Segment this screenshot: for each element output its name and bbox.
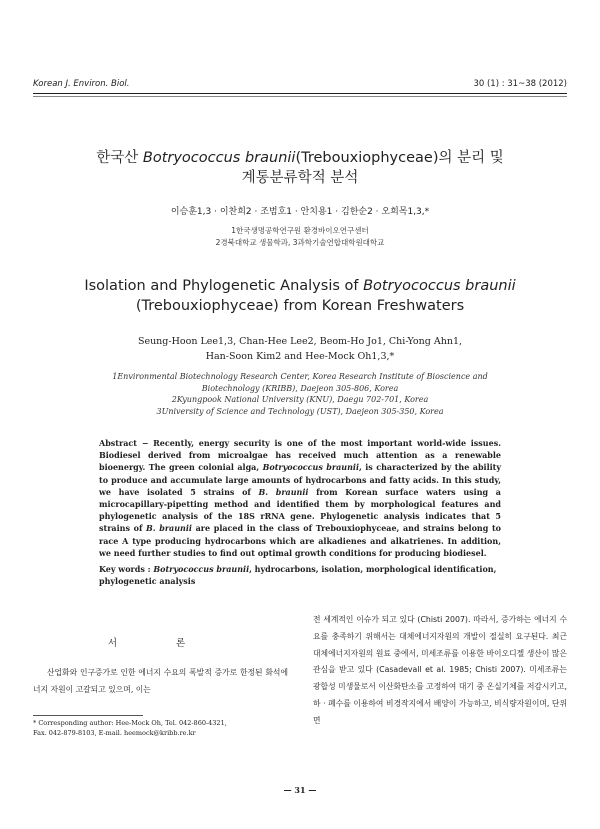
korean-title-line2: 계통분류학적 분석 [241, 170, 359, 186]
english-authors-line1: Seung-Hoon Lee1,3, Chan-Hee Lee2, Beom-Ho Jo1, Chi-Yong Ahn1, [137, 336, 463, 347]
english-affiliation-2: 2Kyungpook National University (KNU), Daegu 702-701, Korea [171, 395, 429, 404]
english-title-line2: (Trebouxiophyceae) from Korean Freshwaters [135, 298, 465, 314]
abstract-species-2: B. braunii [258, 486, 309, 497]
abstract-text-1: Recently, energy security is one of the most important world-wide issues. Biodiesel derived from microalgae has received much attention as a renewable bioenergy. The green colonial alga, [99, 438, 501, 473]
keywords [99, 563, 501, 587]
abstract: Abstract − Recently, energy security is one of the most important world-wide issues. Biodiesel derived from microalgae has received much attention as a renewable bioenergy. The green colonial alga, Botryococcus braunii, is characterized by the ability to produce and accumulate large amounts of hydrocarbons and fatty acids. In this study, we have isolated 5 strains of B. braunii from Korean surface waters using a microcapillary-pipetting method and identified them by morphological features and phylogenetic analysis of the 18S rRNA gene. Phylogenetic analysis indicates that 5 strains of B. braunii are placed in the class of Trebouxiophyceae, and strains belong to race A type producing hydrocarbons which are alkadienes and alkatrienes. In addition, we need further studies to find out optimal growth conditions for producing biodiesel. [99, 438, 502, 558]
english-title-species: Botryococcus braunii [363, 278, 516, 294]
journal-name: Korean J. Environ. Biol. [33, 79, 130, 89]
corresponding-author-footnote [33, 718, 288, 738]
footnote-line2: Fax. 042-879-8103, E-mail. heemock@kribb.re.kr [33, 729, 196, 737]
issue-info: 30 (1) : 31~38 (2012) [473, 79, 567, 89]
section-heading-introduction: 서 론 [107, 638, 214, 649]
running-header [33, 79, 567, 91]
english-affiliation-1: 1Environmental Biotechnology Research Center, Korea Research Institute of Bioscience and [112, 372, 488, 381]
english-affiliation-1-cont: Biotechnology (KRIBB), Daejeon 305-806, Korea [201, 383, 399, 393]
keywords-species: Botryococcus braunii [153, 564, 250, 574]
korean-affiliations [40, 225, 560, 249]
korean-affiliation-2: 2경북대학교 생물학과, 3과학기술연합대학원대학교 [215, 238, 385, 247]
footnote-line1: * Corresponding author: Hee-Mock Oh, Tel. 042-860-4321, [33, 719, 227, 727]
korean-title-post: (Trebouxiophyceae)의 분리 및 [295, 150, 504, 166]
abstract-label: Abstract [99, 438, 137, 448]
english-title-pre: Isolation and Phylogenetic Analysis of [84, 278, 364, 294]
abstract-species-1: Botryococcus braunii [262, 462, 359, 473]
abstract-text-3: from Korean surface waters using a microcapillary-pipetting method and identified them by morphological features and phylogenetic analysis of the 18S rRNA gene. Phylogenetic analysis indicates that 5 strains of [99, 486, 501, 534]
left-column [33, 610, 288, 698]
korean-title-species: Botryococcus braunii [142, 150, 296, 166]
footnote-rule [33, 715, 143, 716]
abstract-species-3: B. braunii [146, 523, 192, 534]
english-affiliation-3: 3University of Science and Technology (UST), Daejeon 305-350, Korea [156, 406, 444, 416]
keywords-label: Key words : [99, 564, 154, 574]
page-number: — 31 — [283, 785, 317, 795]
korean-title [40, 148, 560, 188]
keywords-rest: , hydrocarbons, isolation, morphological identification, phylogenetic analysis [99, 564, 497, 587]
english-authors-line2: Han-Soon Kim2 and Hee-Mock Oh1,3,* [205, 351, 395, 362]
korean-affiliation-1: 1한국생명공학연구원 환경바이오연구센터 [231, 226, 369, 235]
english-title [40, 276, 560, 316]
english-authors [40, 334, 560, 364]
intro-paragraph-right: 전 세계적인 이슈가 되고 있다 (Chisti 2007). 따라서, 증가하는 에너지 수요를 충족하기 위해서는 대체에너지자원의 개발이 절실히 요구된다. 최근 대체에너지자원의 원료 중에서, 미세조류를 이용한 바이오디젤 생산이 많은 관심을 받고 있다 (Casadevall et al. 1985; Chisti 2007). 미세조류는 광합성 미생물로서 이산화탄소를 고정하여 대기 중 온실기체를 저감시키고, 하 · 폐수를 이용하여 비경작지에서 배양이 가능하고, 비식량자원이며, 단위면 [313, 615, 567, 725]
header-rule [33, 93, 567, 94]
abstract-text-2: , is characterized by the ability to produce and accumulate large amounts of hydrocarbons and fatty acids. In this study, we have isolated 5 strains of [99, 462, 502, 497]
english-affiliations [40, 371, 560, 417]
korean-title-pre: 한국산 [96, 150, 143, 166]
abstract-text-4: are placed in the class of Trebouxiophyceae, and strains belong to race A type producing hydrocarbons which are alkadienes and alkatrienes. In addition, we need further studies to find out optimal growth conditions for producing biodiesel. [99, 523, 501, 558]
header-rule-thin [33, 96, 567, 97]
korean-authors: 이승훈1,3 · 이찬희2 · 조범호1 · 안치용1 · 김한순2 · 오희목1,3,* [170, 207, 430, 217]
intro-paragraph-left: 산업화와 인구증가로 인한 에너지 수요의 폭발적 증가로 한정된 화석에너지 자원이 고갈되고 있으며, 이는 [33, 668, 288, 694]
